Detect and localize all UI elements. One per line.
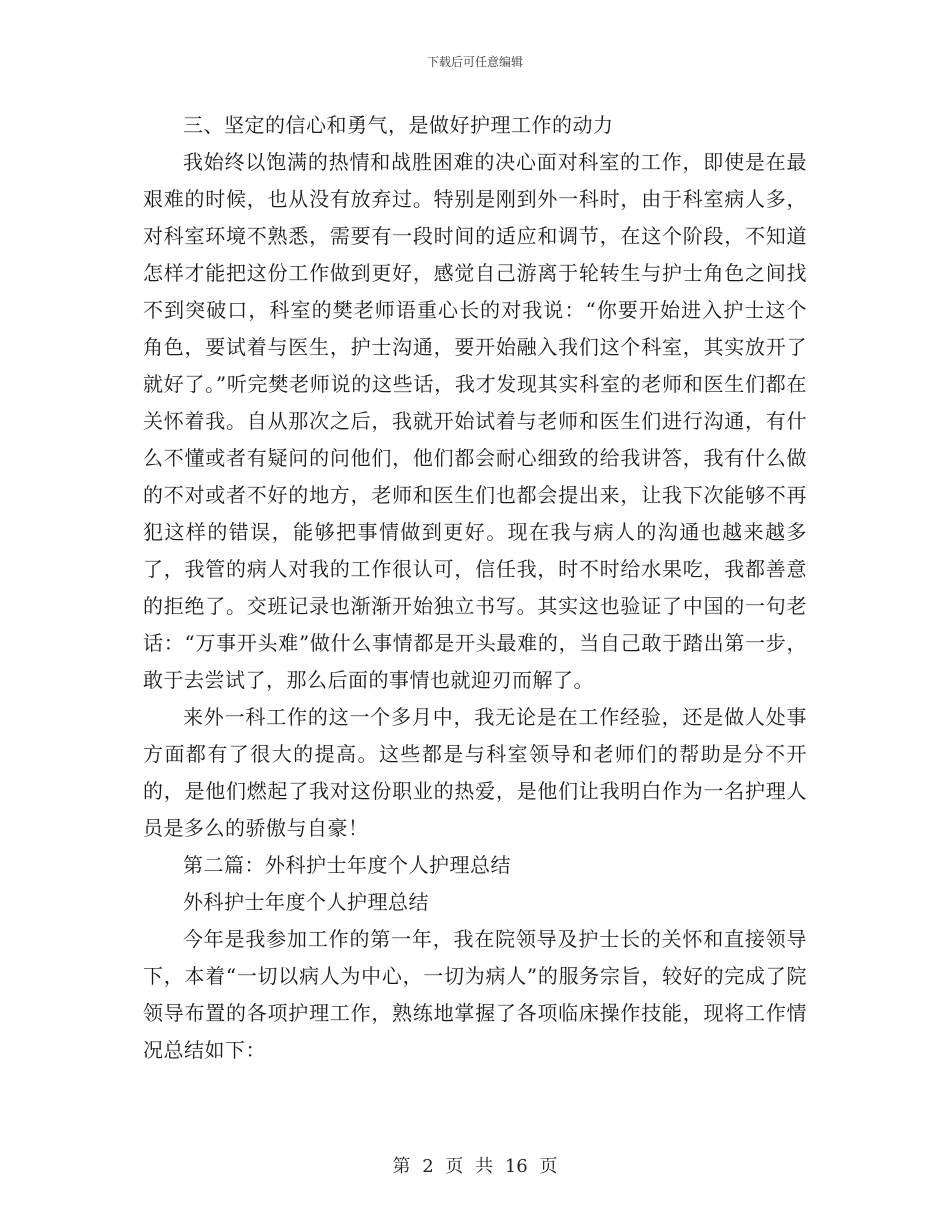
header-note: 下载后可任意编辑 <box>426 55 523 69</box>
document-body <box>143 107 807 1069</box>
body-paragraph: 我始终以饱满的热情和战胜困难的决心面对科室的工作，即使是在最艰难的时候，也从没有放弃过。特别是刚到外一科时，由于科室病人多，对科室环境不熟悉，需要有一段时间的适应和调节，在这个阶段，不知道怎样才能把这份工作做到更好，感觉自己游离于轮转生与护士角色之间找不到突破口，科室的樊老师语重心长的对我说：“你要开始进入护士这个角色，要试着与医生，护士沟通，要开始融入我们这个科室，其实放开了就好了。”听完樊老师说的这些话，我才发现其实科室的老师和医生们都在关怀着我。自从那次之后，我就开始试着与老师和医生们进行沟通，有什么不懂或者有疑问的问他们，他们都会耐心细致的给我讲答，我有什么做的不对或者不好的地方，老师和医生们也都会提出来，让我下次能够不再犯这样的错误，能够把事情做到更好。现在我与病人的沟通也越来越多了，我管的病人对我的工作很认可，信任我，时不时给水果吃，我都善意的拒绝了。交班记录也渐渐开始独立书写。其实这也验证了中国的一句老话：“万事开头难”做什么事情都是开头最难的，当自己敢于踏出第一步，敢于去尝试了，那么后面的事情也就迎刃而解了。 <box>143 150 807 692</box>
section-three-heading: 三、坚定的信心和勇气，是做好护理工作的动力 <box>183 113 614 137</box>
chapter-two-heading: 第二篇：外科护士年度个人护理总结 <box>183 853 511 877</box>
chapter-two-title: 外科护士年度个人护理总结 <box>183 890 429 914</box>
body-paragraph: 今年是我参加工作的第一年，我在院领导及护士长的关怀和直接领导下，本着“一切以病人为中心，一切为病人”的服务宗旨，较好的完成了院领导布置的各项护理工作，熟练地掌握了各项临床操作技能，现将工作情况总结如下： <box>143 927 807 1062</box>
page-number-footer: 第 2 页 共 16 页 <box>392 1156 558 1177</box>
body-paragraph: 来外一科工作的这一个多月中，我无论是在工作经验，还是做人处事方面都有了很大的提高。这些都是与科室领导和老师们的帮助是分不开的，是他们燃起了我对这份职业的热爱，是他们让我明白作为一名护理人员是多么的骄傲与自豪！ <box>143 705 807 840</box>
